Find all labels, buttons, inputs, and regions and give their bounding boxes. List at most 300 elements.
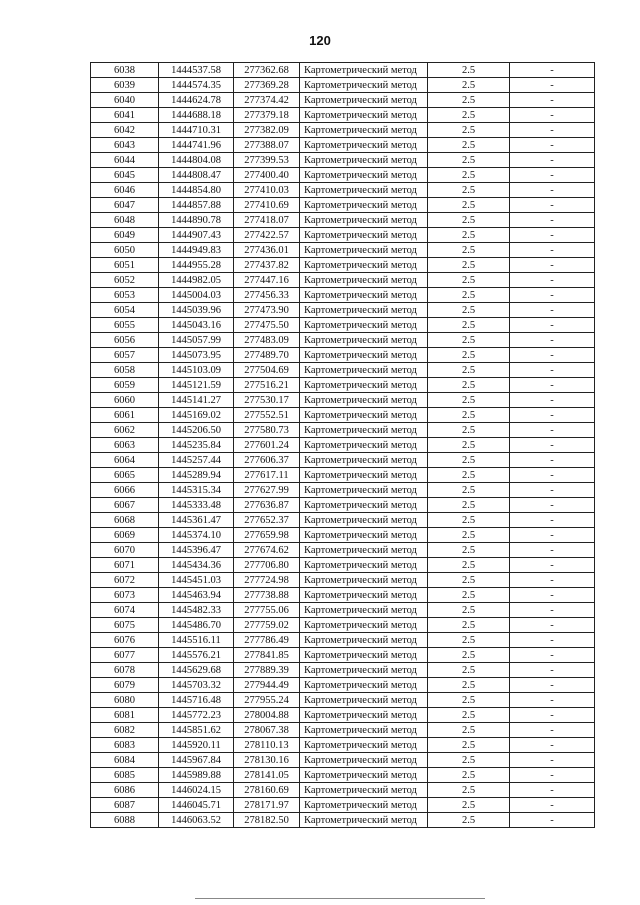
- y-coordinate-cell: 277955.24: [234, 693, 300, 708]
- table-row: [91, 438, 595, 453]
- method-cell: Картометрический метод: [300, 678, 428, 693]
- method-cell: Картометрический метод: [300, 528, 428, 543]
- y-coordinate-cell: 277706.80: [234, 558, 300, 573]
- point-number-cell: 6069: [91, 528, 159, 543]
- method-cell: Картометрический метод: [300, 303, 428, 318]
- x-coordinate-cell: 1445141.27: [159, 393, 234, 408]
- accuracy-cell: 2.5: [428, 513, 510, 528]
- point-number-cell: 6055: [91, 318, 159, 333]
- accuracy-cell: 2.5: [428, 423, 510, 438]
- x-coordinate-cell: 1445516.11: [159, 633, 234, 648]
- x-coordinate-cell: 1444982.05: [159, 273, 234, 288]
- table-row: [91, 123, 595, 138]
- table-row: [91, 453, 595, 468]
- x-coordinate-cell: 1445703.32: [159, 678, 234, 693]
- x-coordinate-cell: 1445333.48: [159, 498, 234, 513]
- x-coordinate-cell: 1445989.88: [159, 768, 234, 783]
- accuracy-cell: 2.5: [428, 468, 510, 483]
- method-cell: Картометрический метод: [300, 558, 428, 573]
- x-coordinate-cell: 1445315.34: [159, 483, 234, 498]
- x-coordinate-cell: 1445206.50: [159, 423, 234, 438]
- point-number-cell: 6068: [91, 513, 159, 528]
- note-cell: -: [510, 738, 595, 753]
- accuracy-cell: 2.5: [428, 498, 510, 513]
- coordinates-table-body: [91, 63, 595, 828]
- point-number-cell: 6049: [91, 228, 159, 243]
- table-row: [91, 513, 595, 528]
- table-row: [91, 603, 595, 618]
- table-row: [91, 498, 595, 513]
- table-row: [91, 348, 595, 363]
- note-cell: -: [510, 378, 595, 393]
- method-cell: Картометрический метод: [300, 438, 428, 453]
- note-cell: -: [510, 543, 595, 558]
- x-coordinate-cell: 1445920.11: [159, 738, 234, 753]
- method-cell: Картометрический метод: [300, 783, 428, 798]
- method-cell: Картометрический метод: [300, 708, 428, 723]
- y-coordinate-cell: 277530.17: [234, 393, 300, 408]
- table-row: [91, 558, 595, 573]
- note-cell: -: [510, 558, 595, 573]
- point-number-cell: 6064: [91, 453, 159, 468]
- accuracy-cell: 2.5: [428, 693, 510, 708]
- method-cell: Картометрический метод: [300, 63, 428, 78]
- x-coordinate-cell: 1445073.95: [159, 348, 234, 363]
- y-coordinate-cell: 277627.99: [234, 483, 300, 498]
- point-number-cell: 6065: [91, 468, 159, 483]
- point-number-cell: 6038: [91, 63, 159, 78]
- accuracy-cell: 2.5: [428, 123, 510, 138]
- method-cell: Картометрический метод: [300, 273, 428, 288]
- note-cell: -: [510, 438, 595, 453]
- x-coordinate-cell: 1444854.80: [159, 183, 234, 198]
- table-row: [91, 318, 595, 333]
- note-cell: -: [510, 588, 595, 603]
- accuracy-cell: 2.5: [428, 78, 510, 93]
- method-cell: Картометрический метод: [300, 408, 428, 423]
- method-cell: Картометрический метод: [300, 393, 428, 408]
- y-coordinate-cell: 277489.70: [234, 348, 300, 363]
- x-coordinate-cell: 1445374.10: [159, 528, 234, 543]
- note-cell: -: [510, 603, 595, 618]
- point-number-cell: 6053: [91, 288, 159, 303]
- note-cell: -: [510, 198, 595, 213]
- point-number-cell: 6057: [91, 348, 159, 363]
- method-cell: Картометрический метод: [300, 348, 428, 363]
- accuracy-cell: 2.5: [428, 438, 510, 453]
- accuracy-cell: 2.5: [428, 288, 510, 303]
- accuracy-cell: 2.5: [428, 318, 510, 333]
- y-coordinate-cell: 277580.73: [234, 423, 300, 438]
- note-cell: -: [510, 813, 595, 828]
- note-cell: -: [510, 423, 595, 438]
- accuracy-cell: 2.5: [428, 348, 510, 363]
- table-row: [91, 408, 595, 423]
- x-coordinate-cell: 1444688.18: [159, 108, 234, 123]
- method-cell: Картометрический метод: [300, 243, 428, 258]
- x-coordinate-cell: 1445235.84: [159, 438, 234, 453]
- method-cell: Картометрический метод: [300, 378, 428, 393]
- note-cell: -: [510, 573, 595, 588]
- accuracy-cell: 2.5: [428, 168, 510, 183]
- note-cell: -: [510, 333, 595, 348]
- y-coordinate-cell: 277652.37: [234, 513, 300, 528]
- y-coordinate-cell: 278141.05: [234, 768, 300, 783]
- footer-rule: [195, 898, 485, 899]
- point-number-cell: 6056: [91, 333, 159, 348]
- note-cell: -: [510, 363, 595, 378]
- x-coordinate-cell: 1444955.28: [159, 258, 234, 273]
- y-coordinate-cell: 277473.90: [234, 303, 300, 318]
- point-number-cell: 6083: [91, 738, 159, 753]
- table-row: [91, 363, 595, 378]
- table-row: [91, 753, 595, 768]
- x-coordinate-cell: 1445486.70: [159, 618, 234, 633]
- method-cell: Картометрический метод: [300, 738, 428, 753]
- x-coordinate-cell: 1445121.59: [159, 378, 234, 393]
- method-cell: Картометрический метод: [300, 333, 428, 348]
- point-number-cell: 6077: [91, 648, 159, 663]
- note-cell: -: [510, 483, 595, 498]
- method-cell: Картометрический метод: [300, 513, 428, 528]
- x-coordinate-cell: 1445361.47: [159, 513, 234, 528]
- note-cell: -: [510, 723, 595, 738]
- table-row: [91, 93, 595, 108]
- note-cell: -: [510, 528, 595, 543]
- y-coordinate-cell: 278110.13: [234, 738, 300, 753]
- note-cell: -: [510, 228, 595, 243]
- point-number-cell: 6043: [91, 138, 159, 153]
- method-cell: Картометрический метод: [300, 768, 428, 783]
- table-row: [91, 243, 595, 258]
- accuracy-cell: 2.5: [428, 798, 510, 813]
- note-cell: -: [510, 318, 595, 333]
- method-cell: Картометрический метод: [300, 318, 428, 333]
- note-cell: -: [510, 258, 595, 273]
- x-coordinate-cell: 1444804.08: [159, 153, 234, 168]
- accuracy-cell: 2.5: [428, 738, 510, 753]
- point-number-cell: 6044: [91, 153, 159, 168]
- method-cell: Картометрический метод: [300, 453, 428, 468]
- accuracy-cell: 2.5: [428, 108, 510, 123]
- table-row: [91, 138, 595, 153]
- method-cell: Картометрический метод: [300, 483, 428, 498]
- accuracy-cell: 2.5: [428, 678, 510, 693]
- y-coordinate-cell: 277617.11: [234, 468, 300, 483]
- y-coordinate-cell: 277755.06: [234, 603, 300, 618]
- y-coordinate-cell: 277674.62: [234, 543, 300, 558]
- accuracy-cell: 2.5: [428, 183, 510, 198]
- y-coordinate-cell: 277410.69: [234, 198, 300, 213]
- accuracy-cell: 2.5: [428, 273, 510, 288]
- y-coordinate-cell: 277362.68: [234, 63, 300, 78]
- accuracy-cell: 2.5: [428, 303, 510, 318]
- y-coordinate-cell: 277437.82: [234, 258, 300, 273]
- point-number-cell: 6084: [91, 753, 159, 768]
- x-coordinate-cell: 1445463.94: [159, 588, 234, 603]
- method-cell: Картометрический метод: [300, 108, 428, 123]
- note-cell: -: [510, 693, 595, 708]
- x-coordinate-cell: 1444537.58: [159, 63, 234, 78]
- table-row: [91, 678, 595, 693]
- method-cell: Картометрический метод: [300, 258, 428, 273]
- point-number-cell: 6042: [91, 123, 159, 138]
- x-coordinate-cell: 1445039.96: [159, 303, 234, 318]
- x-coordinate-cell: 1444741.96: [159, 138, 234, 153]
- y-coordinate-cell: 277516.21: [234, 378, 300, 393]
- table-row: [91, 573, 595, 588]
- note-cell: -: [510, 663, 595, 678]
- x-coordinate-cell: 1445851.62: [159, 723, 234, 738]
- note-cell: -: [510, 138, 595, 153]
- x-coordinate-cell: 1445043.16: [159, 318, 234, 333]
- accuracy-cell: 2.5: [428, 603, 510, 618]
- point-number-cell: 6085: [91, 768, 159, 783]
- y-coordinate-cell: 277388.07: [234, 138, 300, 153]
- x-coordinate-cell: 1446045.71: [159, 798, 234, 813]
- method-cell: Картометрический метод: [300, 78, 428, 93]
- x-coordinate-cell: 1444907.43: [159, 228, 234, 243]
- note-cell: -: [510, 633, 595, 648]
- point-number-cell: 6060: [91, 393, 159, 408]
- method-cell: Картометрический метод: [300, 498, 428, 513]
- table-row: [91, 813, 595, 828]
- point-number-cell: 6045: [91, 168, 159, 183]
- accuracy-cell: 2.5: [428, 153, 510, 168]
- point-number-cell: 6080: [91, 693, 159, 708]
- note-cell: -: [510, 63, 595, 78]
- y-coordinate-cell: 277369.28: [234, 78, 300, 93]
- x-coordinate-cell: 1446063.52: [159, 813, 234, 828]
- y-coordinate-cell: 277738.88: [234, 588, 300, 603]
- point-number-cell: 6076: [91, 633, 159, 648]
- point-number-cell: 6061: [91, 408, 159, 423]
- x-coordinate-cell: 1444808.47: [159, 168, 234, 183]
- point-number-cell: 6052: [91, 273, 159, 288]
- table-row: [91, 423, 595, 438]
- table-row: [91, 618, 595, 633]
- y-coordinate-cell: 277382.09: [234, 123, 300, 138]
- point-number-cell: 6039: [91, 78, 159, 93]
- accuracy-cell: 2.5: [428, 558, 510, 573]
- accuracy-cell: 2.5: [428, 723, 510, 738]
- accuracy-cell: 2.5: [428, 333, 510, 348]
- y-coordinate-cell: 277759.02: [234, 618, 300, 633]
- accuracy-cell: 2.5: [428, 63, 510, 78]
- note-cell: -: [510, 168, 595, 183]
- table-row: [91, 288, 595, 303]
- x-coordinate-cell: 1445434.36: [159, 558, 234, 573]
- accuracy-cell: 2.5: [428, 543, 510, 558]
- x-coordinate-cell: 1445772.23: [159, 708, 234, 723]
- accuracy-cell: 2.5: [428, 708, 510, 723]
- note-cell: -: [510, 108, 595, 123]
- table-row: [91, 693, 595, 708]
- point-number-cell: 6051: [91, 258, 159, 273]
- point-number-cell: 6081: [91, 708, 159, 723]
- y-coordinate-cell: 278171.97: [234, 798, 300, 813]
- y-coordinate-cell: 277786.49: [234, 633, 300, 648]
- note-cell: -: [510, 288, 595, 303]
- table-row: [91, 213, 595, 228]
- note-cell: -: [510, 768, 595, 783]
- method-cell: Картометрический метод: [300, 363, 428, 378]
- note-cell: -: [510, 783, 595, 798]
- y-coordinate-cell: 277399.53: [234, 153, 300, 168]
- note-cell: -: [510, 468, 595, 483]
- accuracy-cell: 2.5: [428, 813, 510, 828]
- accuracy-cell: 2.5: [428, 588, 510, 603]
- y-coordinate-cell: 277504.69: [234, 363, 300, 378]
- accuracy-cell: 2.5: [428, 528, 510, 543]
- y-coordinate-cell: 277400.40: [234, 168, 300, 183]
- table-row: [91, 228, 595, 243]
- method-cell: Картометрический метод: [300, 168, 428, 183]
- point-number-cell: 6075: [91, 618, 159, 633]
- note-cell: -: [510, 183, 595, 198]
- point-number-cell: 6079: [91, 678, 159, 693]
- accuracy-cell: 2.5: [428, 93, 510, 108]
- y-coordinate-cell: 277552.51: [234, 408, 300, 423]
- table-row: [91, 663, 595, 678]
- table-row: [91, 633, 595, 648]
- accuracy-cell: 2.5: [428, 393, 510, 408]
- y-coordinate-cell: 277889.39: [234, 663, 300, 678]
- x-coordinate-cell: 1445057.99: [159, 333, 234, 348]
- point-number-cell: 6070: [91, 543, 159, 558]
- note-cell: -: [510, 303, 595, 318]
- note-cell: -: [510, 453, 595, 468]
- note-cell: -: [510, 153, 595, 168]
- point-number-cell: 6059: [91, 378, 159, 393]
- accuracy-cell: 2.5: [428, 648, 510, 663]
- method-cell: Картометрический метод: [300, 153, 428, 168]
- y-coordinate-cell: 277374.42: [234, 93, 300, 108]
- note-cell: -: [510, 243, 595, 258]
- table-row: [91, 708, 595, 723]
- accuracy-cell: 2.5: [428, 483, 510, 498]
- note-cell: -: [510, 93, 595, 108]
- accuracy-cell: 2.5: [428, 198, 510, 213]
- point-number-cell: 6066: [91, 483, 159, 498]
- point-number-cell: 6063: [91, 438, 159, 453]
- point-number-cell: 6046: [91, 183, 159, 198]
- accuracy-cell: 2.5: [428, 213, 510, 228]
- y-coordinate-cell: 277944.49: [234, 678, 300, 693]
- method-cell: Картометрический метод: [300, 198, 428, 213]
- point-number-cell: 6074: [91, 603, 159, 618]
- table-row: [91, 588, 595, 603]
- x-coordinate-cell: 1444857.88: [159, 198, 234, 213]
- note-cell: -: [510, 213, 595, 228]
- accuracy-cell: 2.5: [428, 258, 510, 273]
- y-coordinate-cell: 277447.16: [234, 273, 300, 288]
- method-cell: Картометрический метод: [300, 618, 428, 633]
- note-cell: -: [510, 513, 595, 528]
- method-cell: Картометрический метод: [300, 213, 428, 228]
- table-row: [91, 303, 595, 318]
- point-number-cell: 6050: [91, 243, 159, 258]
- table-row: [91, 393, 595, 408]
- point-number-cell: 6086: [91, 783, 159, 798]
- table-row: [91, 78, 595, 93]
- y-coordinate-cell: 277456.33: [234, 288, 300, 303]
- x-coordinate-cell: 1444624.78: [159, 93, 234, 108]
- table-row: [91, 543, 595, 558]
- table-row: [91, 783, 595, 798]
- accuracy-cell: 2.5: [428, 363, 510, 378]
- accuracy-cell: 2.5: [428, 768, 510, 783]
- method-cell: Картометрический метод: [300, 723, 428, 738]
- point-number-cell: 6058: [91, 363, 159, 378]
- note-cell: -: [510, 123, 595, 138]
- method-cell: Картометрический метод: [300, 288, 428, 303]
- y-coordinate-cell: 277636.87: [234, 498, 300, 513]
- note-cell: -: [510, 648, 595, 663]
- x-coordinate-cell: 1445169.02: [159, 408, 234, 423]
- point-number-cell: 6067: [91, 498, 159, 513]
- method-cell: Картометрический метод: [300, 663, 428, 678]
- y-coordinate-cell: 277606.37: [234, 453, 300, 468]
- note-cell: -: [510, 393, 595, 408]
- note-cell: -: [510, 753, 595, 768]
- x-coordinate-cell: 1444890.78: [159, 213, 234, 228]
- point-number-cell: 6082: [91, 723, 159, 738]
- y-coordinate-cell: 277379.18: [234, 108, 300, 123]
- accuracy-cell: 2.5: [428, 243, 510, 258]
- table-row: [91, 723, 595, 738]
- y-coordinate-cell: 277475.50: [234, 318, 300, 333]
- point-number-cell: 6088: [91, 813, 159, 828]
- y-coordinate-cell: 278130.16: [234, 753, 300, 768]
- point-number-cell: 6071: [91, 558, 159, 573]
- accuracy-cell: 2.5: [428, 408, 510, 423]
- method-cell: Картометрический метод: [300, 138, 428, 153]
- table-row: [91, 63, 595, 78]
- accuracy-cell: 2.5: [428, 753, 510, 768]
- y-coordinate-cell: 277410.03: [234, 183, 300, 198]
- y-coordinate-cell: 277418.07: [234, 213, 300, 228]
- x-coordinate-cell: 1445482.33: [159, 603, 234, 618]
- x-coordinate-cell: 1445716.48: [159, 693, 234, 708]
- note-cell: -: [510, 348, 595, 363]
- point-number-cell: 6072: [91, 573, 159, 588]
- table-row: [91, 378, 595, 393]
- point-number-cell: 6047: [91, 198, 159, 213]
- point-number-cell: 6078: [91, 663, 159, 678]
- x-coordinate-cell: 1444710.31: [159, 123, 234, 138]
- note-cell: -: [510, 408, 595, 423]
- method-cell: Картометрический метод: [300, 588, 428, 603]
- y-coordinate-cell: 278004.88: [234, 708, 300, 723]
- table-row: [91, 648, 595, 663]
- x-coordinate-cell: 1444574.35: [159, 78, 234, 93]
- table-row: [91, 198, 595, 213]
- note-cell: -: [510, 798, 595, 813]
- method-cell: Картометрический метод: [300, 423, 428, 438]
- accuracy-cell: 2.5: [428, 138, 510, 153]
- point-number-cell: 6054: [91, 303, 159, 318]
- method-cell: Картометрический метод: [300, 603, 428, 618]
- point-number-cell: 6040: [91, 93, 159, 108]
- x-coordinate-cell: 1445576.21: [159, 648, 234, 663]
- table-row: [91, 108, 595, 123]
- method-cell: Картометрический метод: [300, 183, 428, 198]
- accuracy-cell: 2.5: [428, 663, 510, 678]
- y-coordinate-cell: 277483.09: [234, 333, 300, 348]
- table-row: [91, 483, 595, 498]
- x-coordinate-cell: 1445257.44: [159, 453, 234, 468]
